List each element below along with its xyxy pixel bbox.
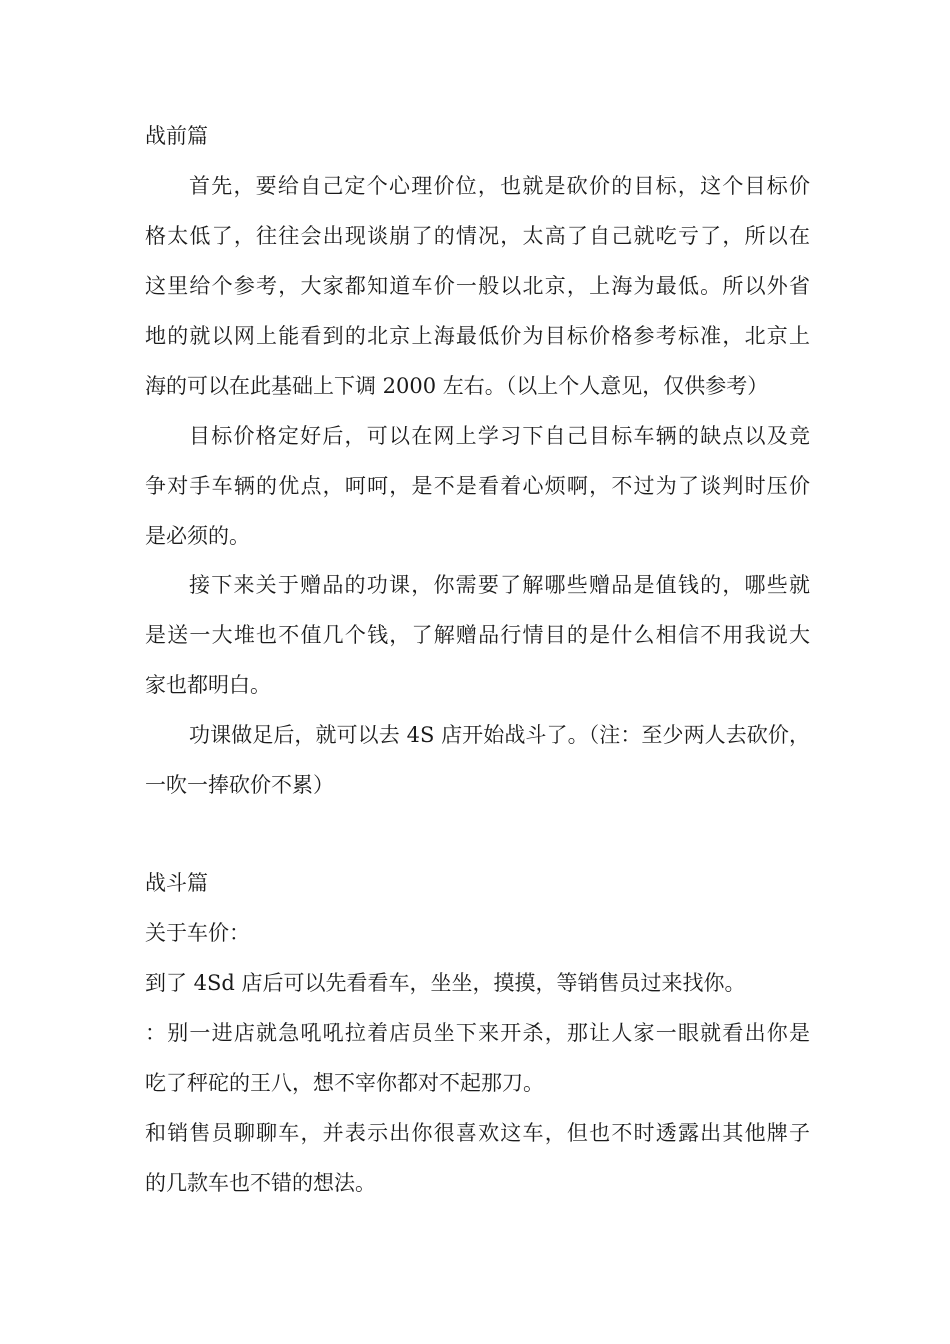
paragraph-line: 首先，要给自己定个心理价位，也就是砍价的目标，这个目标价 (189, 174, 810, 198)
paragraph-target-price (145, 161, 810, 411)
paragraph-arrive-store (145, 958, 810, 1008)
subsection-title-car-price: 关于车价： (145, 921, 250, 945)
paragraph-line: 海的可以在此基础上下调 2000 左右。（以上个人意见，仅供参考） (145, 374, 769, 398)
paragraph-line: 接下来关于赠品的功课，你需要了解哪些赠品是值钱的，哪些就 (189, 573, 810, 597)
paragraph-line: 功课做足后，就可以去 4S 店开始战斗了。（注：至少两人去砍价， (189, 723, 810, 747)
paragraph-line: 和销售员聊聊车，并表示出你很喜欢这车，但也不时透露出其他牌子 (145, 1121, 810, 1145)
paragraph-line: 地的就以网上能看到的北京上海最低价为目标价格参考标准，北京上 (145, 324, 810, 348)
paragraph-line: 格太低了，往往会出现谈崩了的情况，太高了自己就吃亏了，所以在 (145, 224, 810, 248)
paragraph-go-to-store (145, 710, 810, 810)
paragraph-dont-rush (145, 1008, 810, 1108)
paragraph-line: 是送一大堆也不值几个钱，了解赠品行情目的是什么相信不用我说大 (145, 623, 810, 647)
paragraph-line: 这里给个参考，大家都知道车价一般以北京，上海为最低。所以外省 (145, 274, 810, 298)
paragraph-line: 到了 4Sd 店后可以先看看车，坐坐，摸摸，等销售员过来找你。 (145, 971, 746, 995)
paragraph-line: 争对手车辆的优点，呵呵，是不是看着心烦啊，不过为了谈判时压价 (145, 474, 810, 498)
paragraph-line: 是必须的。 (145, 524, 250, 548)
paragraph-line: 的几款车也不错的想法。 (145, 1171, 376, 1195)
paragraph-line: 一吹一捧砍价不累） (145, 773, 334, 797)
paragraph-line: 目标价格定好后，可以在网上学习下自己目标车辆的缺点以及竞 (189, 424, 810, 448)
paragraph-line: 家也都明白。 (145, 673, 271, 697)
paragraph-line: ：别一进店就急吼吼拉着店员坐下来开杀，那让人家一眼就看出你是 (145, 1021, 810, 1045)
section-title-battle: 战斗篇 (145, 871, 208, 895)
section-title-prewar: 战前篇 (145, 124, 208, 148)
paragraph-research (145, 411, 810, 561)
paragraph-gifts (145, 560, 810, 710)
paragraph-chat-salesman (145, 1108, 810, 1208)
paragraph-line: 吃了秤砣的王八，想不宰你都对不起那刀。 (145, 1071, 544, 1095)
